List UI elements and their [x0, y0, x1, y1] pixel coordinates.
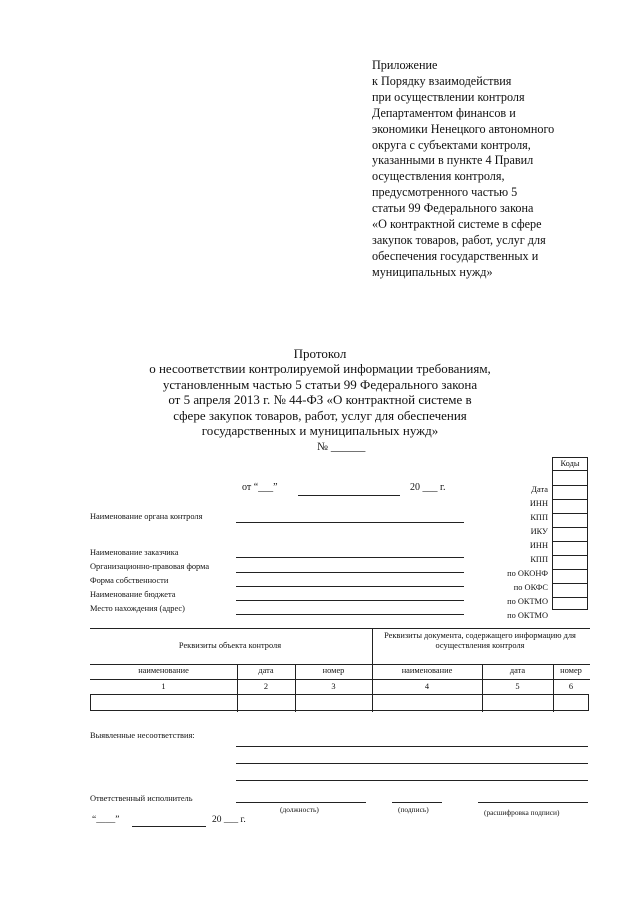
found-line-2[interactable] — [236, 763, 588, 764]
appendix-block — [372, 58, 612, 281]
title-line: установленным частью 5 статьи 99 Федерального закона — [162, 376, 478, 392]
field-legal-form: Организационно-правовая форма — [90, 562, 210, 571]
position-line[interactable] — [236, 802, 366, 803]
appendix-line: «О контрактной системе в сфере — [372, 217, 542, 232]
executor-label: Ответственный исполнитель — [90, 794, 193, 803]
decoding-caption: (расшифровка подписи) — [484, 808, 560, 817]
appendix-line: закупок товаров, работ, услуг для — [372, 232, 546, 247]
code-label-oktmo-2: по ОКТМО — [507, 611, 548, 620]
signature-caption: (подпись) — [398, 805, 429, 814]
table-group2: Реквизиты документа, содержащего информацию для осуществления контроля — [384, 631, 576, 650]
field-control-body: Наименование органа контроля — [90, 512, 203, 521]
code-label-iku: ИКУ — [530, 527, 548, 536]
bottom-date-day: “____” — [92, 815, 120, 825]
date-year: 20 ___ г. — [410, 482, 446, 493]
appendix-line: муниципальных нужд» — [372, 264, 493, 279]
location-line[interactable] — [236, 614, 464, 615]
col-num-3: 3 — [331, 682, 336, 691]
code-label-kpp-2: КПП — [530, 555, 548, 564]
appendix-line: указанными в пункте 4 Правил — [372, 153, 534, 168]
legal-form-line[interactable] — [236, 572, 464, 573]
codes-box — [552, 470, 588, 610]
field-ownership: Форма собственности — [90, 576, 169, 585]
table-data-row[interactable] — [90, 694, 589, 711]
bottom-date-year: 20 ___ г. — [212, 815, 246, 825]
table-group1: Реквизиты объекта контроля — [178, 641, 282, 650]
protocol-number: № ______ — [317, 441, 366, 453]
budget-line[interactable] — [236, 600, 464, 601]
title-line: Протокол — [293, 346, 347, 361]
customer-line[interactable] — [236, 557, 464, 558]
appendix-line: при осуществлении контроля — [372, 89, 525, 104]
col-date-2: дата — [509, 666, 526, 675]
title-line: о несоответствии контролируемой информации требованиям, — [149, 361, 491, 377]
col-num-6: 6 — [568, 682, 574, 691]
col-date-1: дата — [258, 666, 274, 675]
title-line: государственных и муниципальных нужд» — [201, 423, 439, 439]
code-label-okonf: по ОКОНФ — [507, 569, 548, 578]
signature-line[interactable] — [392, 802, 442, 803]
col-num-4: 4 — [424, 682, 430, 691]
appendix-line: Департаментом финансов и — [372, 105, 516, 120]
code-label-inn: ИНН — [529, 499, 548, 508]
code-label-inn-2: ИНН — [529, 541, 548, 550]
col-number-1: номер — [322, 666, 345, 675]
found-line-3[interactable] — [236, 780, 588, 781]
date-from: от “___” — [242, 482, 278, 493]
col-num-1: 1 — [161, 682, 166, 691]
col-num-5: 5 — [515, 682, 520, 691]
appendix-line: предусмотренного частью 5 — [372, 185, 518, 200]
code-label-date: Дата — [531, 485, 548, 494]
found-line-1[interactable] — [236, 746, 588, 747]
title-line: сфере закупок товаров, работ, услуг для обеспечения — [173, 407, 467, 423]
col-name-2: наименование — [401, 666, 453, 675]
title-line: от 5 апреля 2013 г. № 44-ФЗ «О контрактной системе в — [168, 392, 472, 408]
ownership-line[interactable] — [236, 586, 464, 587]
decoding-line[interactable] — [478, 802, 588, 803]
protocol-title — [0, 346, 640, 438]
appendix-line: к Порядку взаимодействия — [372, 73, 512, 88]
col-num-2: 2 — [263, 682, 269, 691]
code-label-okfs: по ОКФС — [513, 583, 548, 592]
col-name-1: наименование — [138, 666, 189, 675]
appendix-line: округа с субъектами контроля, — [372, 137, 531, 152]
found-label: Выявленные несоответствия: — [90, 731, 195, 740]
appendix-line: экономики Ненецкого автономного — [372, 121, 555, 136]
field-location: Место нахождения (адрес) — [90, 604, 185, 613]
code-label-oktmo: по ОКТМО — [507, 597, 548, 606]
position-caption: (должность) — [280, 805, 319, 814]
code-label-kpp: КПП — [530, 513, 548, 522]
codes-header: Коды — [552, 457, 588, 470]
col-number-2: номер — [560, 666, 582, 675]
appendix-line: осуществления контроля, — [372, 169, 505, 184]
control-body-line[interactable] — [236, 522, 464, 523]
field-customer: Наименование заказчика — [90, 548, 179, 557]
appendix-line: Приложение — [372, 58, 438, 72]
field-budget: Наименование бюджета — [90, 590, 176, 599]
appendix-line: обеспечения государственных и — [372, 248, 539, 263]
appendix-line: статьи 99 Федерального закона — [372, 201, 534, 216]
